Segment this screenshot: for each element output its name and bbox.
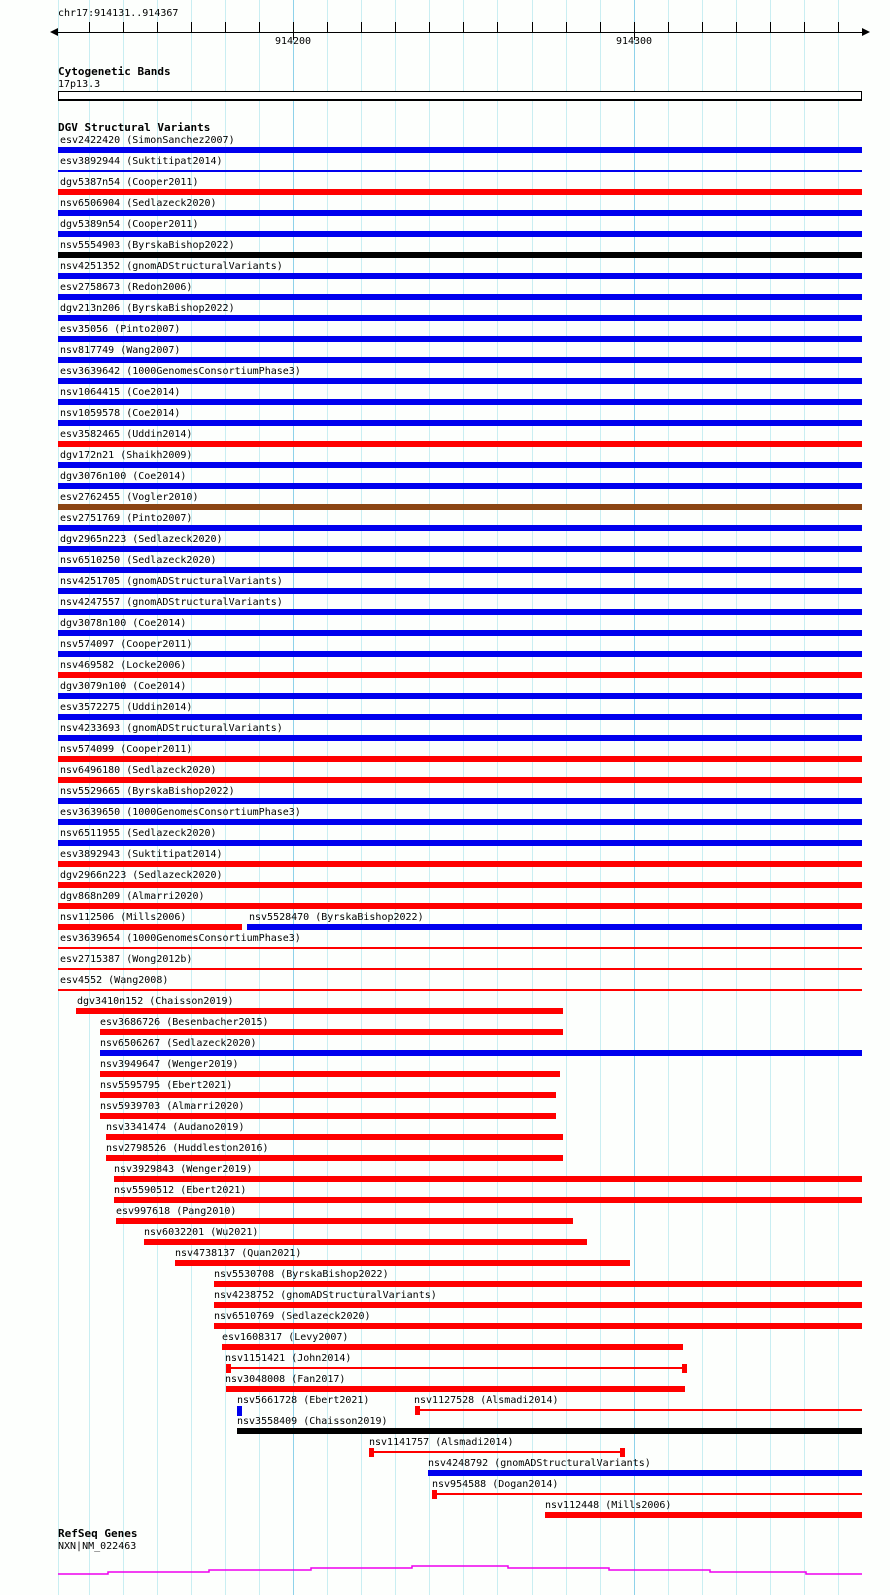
variant-label[interactable]: nsv954588 (Dogan2014) xyxy=(432,1479,559,1490)
variant-label[interactable]: esv2762455 (Vogler2010) xyxy=(60,492,199,503)
variant-label[interactable]: nsv1127528 (Alsmadi2014) xyxy=(414,1395,559,1406)
variant-label[interactable]: dgv3078n100 (Coe2014) xyxy=(60,618,187,629)
variant-label[interactable]: esv3639654 (1000GenomesConsortiumPhase3) xyxy=(60,933,301,944)
variant-label[interactable]: esv997618 (Pang2010) xyxy=(116,1206,237,1217)
variant-label[interactable]: nsv4738137 (Quan2021) xyxy=(175,1248,302,1259)
variant-bar[interactable] xyxy=(237,1428,862,1434)
variant-row xyxy=(0,1122,890,1143)
variant-label[interactable]: nsv4247557 (gnomADStructuralVariants) xyxy=(60,597,283,608)
ruler-tick xyxy=(532,22,533,32)
variant-label[interactable]: nsv6506267 (Sedlazeck2020) xyxy=(100,1038,257,1049)
variant-row xyxy=(0,534,890,555)
variant-label[interactable]: nsv112506 (Mills2006) xyxy=(60,912,187,923)
variant-row xyxy=(0,870,890,891)
variant-bar[interactable] xyxy=(58,210,862,216)
variant-label[interactable]: dgv3079n100 (Coe2014) xyxy=(60,681,187,692)
variant-bar[interactable] xyxy=(100,1113,556,1119)
variant-bar[interactable] xyxy=(100,1050,862,1056)
variant-row xyxy=(0,1353,890,1374)
variant-row xyxy=(0,618,890,639)
variant-label[interactable]: dgv868n209 (Almarri2020) xyxy=(60,891,205,902)
variant-label[interactable]: nsv5939703 (Almarri2020) xyxy=(100,1101,245,1112)
cytoband-bar xyxy=(58,91,862,101)
variant-label[interactable]: dgv3076n100 (Coe2014) xyxy=(60,471,187,482)
variant-row xyxy=(0,135,890,156)
variant-label[interactable]: nsv5528470 (ByrskaBishop2022) xyxy=(249,912,424,923)
variant-bar[interactable] xyxy=(58,882,862,888)
variant-row xyxy=(0,807,890,828)
variant-row xyxy=(0,492,890,513)
variant-label[interactable]: dgv5389n54 (Cooper2011) xyxy=(60,219,199,230)
variant-label[interactable]: nsv4251705 (gnomADStructuralVariants) xyxy=(60,576,283,587)
variant-row xyxy=(0,408,890,429)
variant-bar[interactable] xyxy=(58,252,862,258)
variant-label[interactable]: nsv6511955 (Sedlazeck2020) xyxy=(60,828,217,839)
variant-label[interactable]: nsv574099 (Cooper2011) xyxy=(60,744,193,755)
variant-label[interactable]: nsv2798526 (Huddleston2016) xyxy=(106,1143,269,1154)
variant-bar[interactable] xyxy=(58,693,862,699)
right-arrow-icon xyxy=(862,28,870,36)
variant-bar[interactable] xyxy=(58,231,862,237)
variant-endpoint[interactable] xyxy=(432,1490,437,1499)
variant-label[interactable]: nsv817749 (Wang2007) xyxy=(60,345,181,356)
variant-row xyxy=(0,1248,890,1269)
variant-row xyxy=(0,681,890,702)
variant-label[interactable]: esv2751769 (Pinto2007) xyxy=(60,513,193,524)
variant-label[interactable]: nsv6032201 (Wu2021) xyxy=(144,1227,259,1238)
variant-row xyxy=(0,450,890,471)
variant-bar[interactable] xyxy=(114,1197,862,1203)
ruler-tick xyxy=(157,22,158,32)
variant-bar[interactable] xyxy=(58,588,862,594)
variant-bar[interactable] xyxy=(58,947,862,949)
variant-bar[interactable] xyxy=(58,672,862,678)
variant-row xyxy=(0,366,890,387)
variant-row xyxy=(0,1290,890,1311)
variant-row xyxy=(0,828,890,849)
variant-row xyxy=(0,1227,890,1248)
variant-bar[interactable] xyxy=(100,1092,556,1098)
variant-row xyxy=(0,933,890,954)
variant-bar[interactable] xyxy=(76,1008,563,1014)
variant-bar[interactable] xyxy=(58,609,862,615)
variant-row xyxy=(0,198,890,219)
cytoband-name: 17p13.3 xyxy=(58,79,101,90)
variant-bar[interactable] xyxy=(545,1512,862,1518)
variant-row xyxy=(0,849,890,870)
ruler-tick xyxy=(259,22,260,32)
variant-label[interactable]: nsv6510769 (Sedlazeck2020) xyxy=(214,1311,371,1322)
variant-label[interactable]: nsv6496180 (Sedlazeck2020) xyxy=(60,765,217,776)
variant-row xyxy=(0,597,890,618)
variant-label[interactable]: nsv1151421 (John2014) xyxy=(225,1353,352,1364)
variant-label[interactable]: nsv5554903 (ByrskaBishop2022) xyxy=(60,240,235,251)
tick-label: 914200 xyxy=(274,36,312,47)
variant-label[interactable]: nsv4248792 (gnomADStructuralVariants) xyxy=(428,1458,651,1469)
variant-label[interactable]: nsv574097 (Cooper2011) xyxy=(60,639,193,650)
variant-bar[interactable] xyxy=(58,989,862,991)
variant-row xyxy=(0,1332,890,1353)
variant-bar[interactable] xyxy=(58,525,862,531)
variant-row xyxy=(0,954,890,975)
variant-label[interactable]: esv35056 (Pinto2007) xyxy=(60,324,181,335)
variant-label[interactable]: dgv2965n223 (Sedlazeck2020) xyxy=(60,534,223,545)
ruler-tick xyxy=(497,22,498,32)
variant-row xyxy=(0,1479,890,1500)
variant-bar[interactable] xyxy=(226,1386,685,1392)
variant-label[interactable]: nsv3558409 (Chaisson2019) xyxy=(237,1416,388,1427)
variant-bar[interactable] xyxy=(58,924,242,930)
variant-row xyxy=(0,1038,890,1059)
variant-bar[interactable] xyxy=(214,1323,862,1329)
tick-label: 914300 xyxy=(615,36,653,47)
variant-bar[interactable] xyxy=(175,1260,630,1266)
variant-bar[interactable] xyxy=(58,336,862,342)
variant-label[interactable]: esv3639642 (1000GenomesConsortiumPhase3) xyxy=(60,366,301,377)
variant-label[interactable]: esv3639650 (1000GenomesConsortiumPhase3) xyxy=(60,807,301,818)
variant-endpoint[interactable] xyxy=(415,1406,420,1415)
variant-label[interactable]: esv3572275 (Uddin2014) xyxy=(60,702,193,713)
variant-bar[interactable] xyxy=(58,756,862,762)
variant-row xyxy=(0,576,890,597)
region-coordinates: chr17:914131..914367 xyxy=(58,8,179,19)
variant-bar[interactable] xyxy=(58,378,862,384)
variant-bar[interactable] xyxy=(58,462,862,468)
variant-row xyxy=(0,1101,890,1122)
variant-label[interactable]: esv3582465 (Uddin2014) xyxy=(60,429,193,440)
variant-label[interactable]: nsv6506904 (Sedlazeck2020) xyxy=(60,198,217,209)
variant-row xyxy=(0,324,890,345)
variant-row xyxy=(0,1017,890,1038)
variant-bar[interactable] xyxy=(247,924,862,930)
variant-bar[interactable] xyxy=(58,441,862,447)
variant-bar[interactable] xyxy=(58,968,862,970)
ruler-tick xyxy=(191,22,192,32)
ruler-tick xyxy=(123,22,124,32)
variant-label[interactable]: dgv2966n223 (Sedlazeck2020) xyxy=(60,870,223,881)
variant-row xyxy=(0,786,890,807)
variant-label[interactable]: nsv112448 (Mills2006) xyxy=(545,1500,672,1511)
variant-label[interactable]: nsv5661728 (Ebert2021) xyxy=(237,1395,370,1406)
variant-row xyxy=(0,1416,890,1437)
ruler-tick xyxy=(566,22,567,32)
variant-row xyxy=(0,555,890,576)
variant-label[interactable]: nsv6510250 (Sedlazeck2020) xyxy=(60,555,217,566)
variant-row xyxy=(0,1206,890,1227)
variant-row xyxy=(0,702,890,723)
variant-bar[interactable] xyxy=(58,504,862,510)
variant-row xyxy=(0,240,890,261)
refseq-heading: RefSeq Genes xyxy=(58,1527,138,1540)
ruler-tick xyxy=(600,22,601,32)
variant-bar[interactable] xyxy=(58,735,862,741)
variant-row xyxy=(0,471,890,492)
ruler-tick xyxy=(463,22,464,32)
variant-bar[interactable] xyxy=(58,420,862,426)
dgv-heading: DGV Structural Variants xyxy=(58,121,211,134)
variant-row xyxy=(0,660,890,681)
variant-label[interactable]: nsv3949647 (Wenger2019) xyxy=(100,1059,239,1070)
variant-bar[interactable] xyxy=(369,1451,625,1453)
variant-label[interactable]: esv4552 (Wang2008) xyxy=(60,975,169,986)
variant-label[interactable]: nsv5590512 (Ebert2021) xyxy=(114,1185,247,1196)
variant-row xyxy=(0,429,890,450)
variant-label[interactable]: nsv4233693 (gnomADStructuralVariants) xyxy=(60,723,283,734)
variant-label[interactable]: esv3892943 (Suktitipat2014) xyxy=(60,849,223,860)
variant-label[interactable]: nsv5595795 (Ebert2021) xyxy=(100,1080,233,1091)
variant-label[interactable]: dgv5387n54 (Cooper2011) xyxy=(60,177,199,188)
variant-row xyxy=(0,1143,890,1164)
variant-bar[interactable] xyxy=(428,1470,862,1476)
ruler-tick xyxy=(702,22,703,32)
variant-bar[interactable] xyxy=(58,819,862,825)
variant-row xyxy=(0,912,890,933)
variant-row xyxy=(0,513,890,534)
variant-label[interactable]: nsv3929843 (Wenger2019) xyxy=(114,1164,253,1175)
variant-row xyxy=(0,1311,890,1332)
variant-endpoint[interactable] xyxy=(682,1364,687,1373)
variant-bar[interactable] xyxy=(58,567,862,573)
variant-row xyxy=(0,1500,890,1521)
variant-label[interactable]: nsv1141757 (Alsmadi2014) xyxy=(369,1437,514,1448)
variant-label[interactable]: nsv5529665 (ByrskaBishop2022) xyxy=(60,786,235,797)
ruler-tick xyxy=(327,22,328,32)
variant-bar[interactable] xyxy=(226,1367,687,1369)
left-arrow-icon xyxy=(50,28,58,36)
variant-bar[interactable] xyxy=(214,1302,862,1308)
variant-bar[interactable] xyxy=(58,315,862,321)
variant-bar[interactable] xyxy=(100,1029,563,1035)
variant-row xyxy=(0,891,890,912)
variant-bar[interactable] xyxy=(58,357,862,363)
variant-row xyxy=(0,639,890,660)
variant-bar[interactable] xyxy=(58,170,862,172)
variant-endpoint[interactable] xyxy=(369,1448,374,1457)
ruler-tick xyxy=(89,22,90,32)
variant-bar[interactable] xyxy=(58,777,862,783)
variant-row xyxy=(0,1458,890,1479)
variant-row xyxy=(0,1080,890,1101)
variant-row xyxy=(0,1374,890,1395)
variant-bar[interactable] xyxy=(58,630,862,636)
variant-bar[interactable] xyxy=(100,1071,560,1077)
variant-row xyxy=(0,282,890,303)
variant-label[interactable]: dgv213n206 (ByrskaBishop2022) xyxy=(60,303,235,314)
variant-label[interactable]: nsv4251352 (gnomADStructuralVariants) xyxy=(60,261,283,272)
variant-bar[interactable] xyxy=(58,399,862,405)
variant-bar[interactable] xyxy=(106,1134,563,1140)
variant-row xyxy=(0,1269,890,1290)
ruler-tick xyxy=(668,22,669,32)
variant-endpoint[interactable] xyxy=(620,1448,625,1457)
variant-bar[interactable] xyxy=(58,651,862,657)
variant-bar[interactable] xyxy=(432,1493,862,1495)
variant-label[interactable]: esv3892944 (Suktitipat2014) xyxy=(60,156,223,167)
variant-bar[interactable] xyxy=(58,546,862,552)
variant-row xyxy=(0,345,890,366)
variant-bar[interactable] xyxy=(144,1239,587,1245)
variant-label[interactable]: dgv3410n152 (Chaisson2019) xyxy=(77,996,234,1007)
variant-bar[interactable] xyxy=(58,798,862,804)
variant-bar[interactable] xyxy=(106,1155,563,1161)
gene-label[interactable]: NXN|NM_022463 xyxy=(58,1541,137,1552)
ruler-tick xyxy=(838,22,839,32)
variant-row xyxy=(0,975,890,996)
variant-bar[interactable] xyxy=(58,714,862,720)
variant-bar[interactable] xyxy=(237,1406,242,1416)
variant-label[interactable]: nsv4238752 (gnomADStructuralVariants) xyxy=(214,1290,437,1301)
variant-bar[interactable] xyxy=(58,861,862,867)
variant-label[interactable]: esv3686726 (Besenbacher2015) xyxy=(100,1017,269,1028)
variant-row xyxy=(0,261,890,282)
variant-label[interactable]: nsv469582 (Locke2006) xyxy=(60,660,187,671)
cytoband-heading: Cytogenetic Bands xyxy=(58,65,171,78)
variant-row xyxy=(0,219,890,240)
variant-bar[interactable] xyxy=(58,273,862,279)
variant-bar[interactable] xyxy=(58,840,862,846)
variant-label[interactable]: nsv1059578 (Coe2014) xyxy=(60,408,181,419)
variant-label[interactable]: nsv5530708 (ByrskaBishop2022) xyxy=(214,1269,389,1280)
variant-row xyxy=(0,744,890,765)
variant-bar[interactable] xyxy=(214,1281,862,1287)
variant-row xyxy=(0,177,890,198)
variant-row xyxy=(0,303,890,324)
variant-label[interactable]: esv2758673 (Redon2006) xyxy=(60,282,193,293)
variant-row xyxy=(0,156,890,177)
variant-label[interactable]: dgv172n21 (Shaikh2009) xyxy=(60,450,193,461)
variant-label[interactable]: nsv1064415 (Coe2014) xyxy=(60,387,181,398)
ruler-tick xyxy=(429,22,430,32)
variant-row xyxy=(0,1185,890,1206)
variant-row xyxy=(0,1395,890,1416)
variant-bar[interactable] xyxy=(58,147,862,153)
variant-label[interactable]: nsv3048008 (Fan2017) xyxy=(225,1374,346,1385)
variant-row xyxy=(0,1059,890,1080)
ruler-tick xyxy=(770,22,771,32)
variant-bar[interactable] xyxy=(116,1218,573,1224)
ruler-tick xyxy=(225,22,226,32)
variant-bar[interactable] xyxy=(58,189,862,195)
variant-bar[interactable] xyxy=(58,294,862,300)
variant-bar[interactable] xyxy=(222,1344,683,1350)
variant-bar[interactable] xyxy=(114,1176,862,1182)
ruler-tick xyxy=(804,22,805,32)
variant-bar[interactable] xyxy=(58,903,862,909)
variant-endpoint[interactable] xyxy=(226,1364,231,1373)
ruler-tick xyxy=(736,22,737,32)
variant-row xyxy=(0,723,890,744)
ruler-line xyxy=(58,32,862,33)
variant-label[interactable]: esv2422420 (SimonSanchez2007) xyxy=(60,135,235,146)
variant-label[interactable]: nsv3341474 (Audano2019) xyxy=(106,1122,245,1133)
ruler-tick xyxy=(395,22,396,32)
variant-label[interactable]: esv2715387 (Wong2012b) xyxy=(60,954,193,965)
variant-row xyxy=(0,387,890,408)
variant-bar[interactable] xyxy=(415,1409,862,1411)
variant-row xyxy=(0,1437,890,1458)
variant-row xyxy=(0,1164,890,1185)
variant-row xyxy=(0,996,890,1017)
variant-bar[interactable] xyxy=(58,483,862,489)
variant-label[interactable]: esv1608317 (Levy2007) xyxy=(222,1332,349,1343)
ruler-tick xyxy=(361,22,362,32)
variant-row xyxy=(0,765,890,786)
